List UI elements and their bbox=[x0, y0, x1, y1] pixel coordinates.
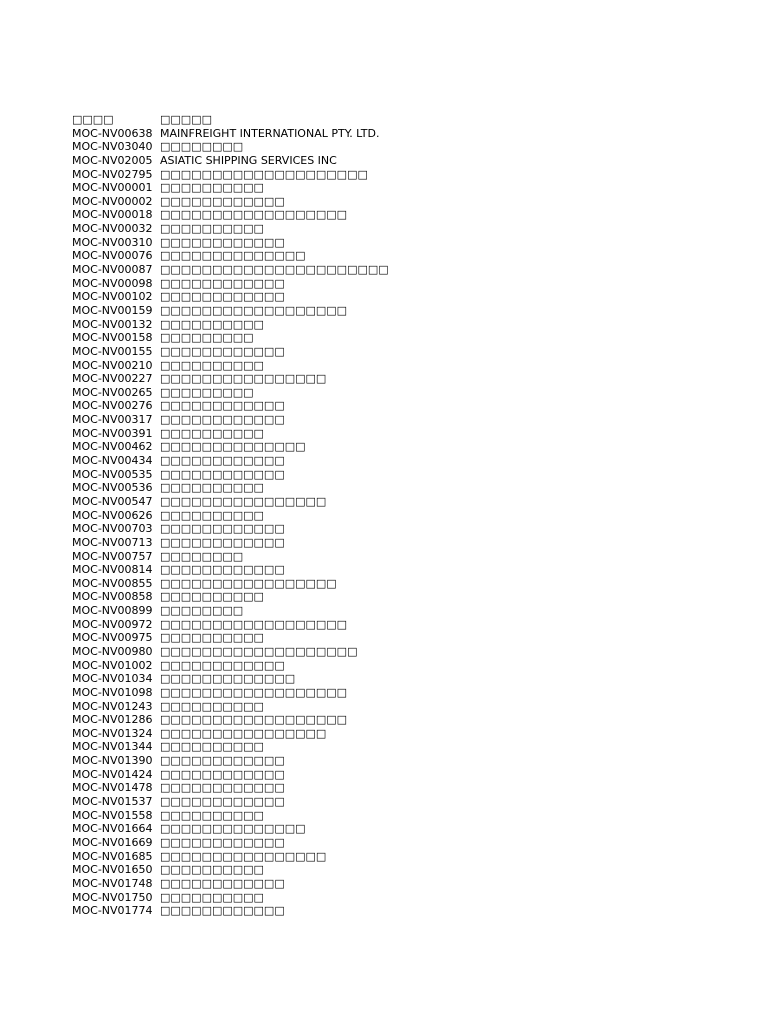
record-name: □□□□□□□□□□□□□□□□□□ bbox=[160, 685, 348, 699]
record-name: □□□□□□□□□□□□□ bbox=[160, 672, 296, 686]
record-code: MOC-NV00975 bbox=[72, 631, 153, 645]
record-name: □□□□□□□□□□ bbox=[160, 631, 264, 645]
record-name: □□□□□□□□□□□□ bbox=[160, 522, 285, 536]
record-name: □□□□□□□□□□□□□□□□ bbox=[160, 849, 327, 863]
record-name: □□□□□□□□□□□□ bbox=[160, 835, 285, 849]
record-row bbox=[72, 822, 389, 836]
record-row bbox=[72, 236, 389, 250]
record-row bbox=[72, 208, 389, 222]
record-name: □□□□□□□□□□□□□□□□□□ bbox=[160, 617, 348, 631]
record-name: □□□□□□□□□□□□ bbox=[160, 413, 285, 427]
record-row bbox=[72, 468, 389, 482]
record-code: MOC-NV00155 bbox=[72, 344, 153, 358]
record-code: MOC-NV00757 bbox=[72, 549, 153, 563]
record-code: MOC-NV00462 bbox=[72, 440, 153, 454]
record-code: MOC-NV00276 bbox=[72, 399, 153, 413]
document-listing bbox=[72, 113, 389, 918]
record-row bbox=[72, 277, 389, 291]
record-row bbox=[72, 836, 389, 850]
record-row bbox=[72, 413, 389, 427]
record-code: MOC-NV00002 bbox=[72, 194, 153, 208]
record-row bbox=[72, 904, 389, 918]
record-name: □□□□□□□□□□ bbox=[160, 740, 264, 754]
record-code: MOC-NV00159 bbox=[72, 303, 153, 317]
record-row bbox=[72, 386, 389, 400]
record-code: MOC-NV00814 bbox=[72, 563, 153, 577]
record-name: □□□□□□□□□□□□ bbox=[160, 235, 285, 249]
record-code: MOC-NV01750 bbox=[72, 890, 153, 904]
record-row bbox=[72, 645, 389, 659]
record-code: MOC-NV00132 bbox=[72, 317, 153, 331]
record-row bbox=[72, 263, 389, 277]
record-row bbox=[72, 809, 389, 823]
record-row bbox=[72, 290, 389, 304]
record-code: MOC-NV00098 bbox=[72, 276, 153, 290]
record-name: □□□□□□□□□□□□ bbox=[160, 194, 285, 208]
record-row bbox=[72, 754, 389, 768]
record-code: MOC-NV01390 bbox=[72, 754, 153, 768]
record-row bbox=[72, 154, 389, 168]
record-row bbox=[72, 399, 389, 413]
record-name: □□□□□□□□□□□□□□□□□□□□□□ bbox=[160, 263, 389, 277]
record-name: □□□□□□□□□□□□□□□□ bbox=[160, 726, 327, 740]
record-code: MOC-NV01650 bbox=[72, 863, 153, 877]
record-name: □□□□□□□□□□□□□□□□□□ bbox=[160, 713, 348, 727]
record-name: □□□□□□□□□□□□□□□□ bbox=[160, 372, 327, 386]
record-row bbox=[72, 577, 389, 591]
record-code: MOC-NV00032 bbox=[72, 222, 153, 236]
record-row bbox=[72, 659, 389, 673]
record-row bbox=[72, 359, 389, 373]
record-name: □□□□□□□□□□□□□□□□□□ bbox=[160, 303, 348, 317]
record-row bbox=[72, 863, 389, 877]
record-code: MOC-NV01685 bbox=[72, 849, 153, 863]
record-code: MOC-NV00227 bbox=[72, 372, 153, 386]
record-row bbox=[72, 550, 389, 564]
record-name: □□□□□□□□□□□□□□ bbox=[160, 440, 306, 454]
record-row bbox=[72, 604, 389, 618]
record-code: MOC-NV00980 bbox=[72, 644, 153, 658]
record-row bbox=[72, 454, 389, 468]
record-code: MOC-NV01748 bbox=[72, 876, 153, 890]
record-name: □□□□□□□□□□□□ bbox=[160, 563, 285, 577]
record-code: MOC-NV00638 bbox=[72, 126, 153, 140]
record-row bbox=[72, 331, 389, 345]
record-code: MOC-NV00547 bbox=[72, 494, 153, 508]
record-code: MOC-NV01664 bbox=[72, 822, 153, 836]
record-name: □□□□□□□□□□□□□□ bbox=[160, 249, 306, 263]
record-code: MOC-NV00265 bbox=[72, 385, 153, 399]
record-name: □□□□□□□□□□ bbox=[160, 222, 264, 236]
record-name: □□□□□□□□□□□□□□ bbox=[160, 822, 306, 836]
record-name: □□□□□□□□□□□□ bbox=[160, 904, 285, 918]
record-row bbox=[72, 618, 389, 632]
record-code: MOC-NV00855 bbox=[72, 576, 153, 590]
record-name: □□□□□□□□□□□□ bbox=[160, 876, 285, 890]
record-row bbox=[72, 249, 389, 263]
record-name: □□□□□□□□□□ bbox=[160, 699, 264, 713]
record-code: MOC-NV01324 bbox=[72, 726, 153, 740]
record-name: □□□□□□□□□□□□ bbox=[160, 454, 285, 468]
record-name: MAINFREIGHT INTERNATIONAL PTY. LTD. bbox=[160, 126, 380, 140]
record-row bbox=[72, 631, 389, 645]
record-code: MOC-NV00317 bbox=[72, 413, 153, 427]
record-name: □□□□□□□□□□ bbox=[160, 508, 264, 522]
record-code: MOC-NV00535 bbox=[72, 467, 153, 481]
record-code: MOC-NV01478 bbox=[72, 781, 153, 795]
record-name: □□□□□□□□□□□□ bbox=[160, 781, 285, 795]
record-name: □□□□□□□□ bbox=[160, 549, 244, 563]
record-name: □□□□□□□□□□□□□□□□□□□ bbox=[160, 644, 358, 658]
record-code: MOC-NV00310 bbox=[72, 235, 153, 249]
record-code: MOC-NV01774 bbox=[72, 904, 153, 918]
record-row bbox=[72, 672, 389, 686]
record-code: MOC-NV00001 bbox=[72, 181, 153, 195]
record-name: □□□□□□□□□□□□□□□□□□ bbox=[160, 208, 348, 222]
record-name: □□□□□□□□□ bbox=[160, 385, 254, 399]
record-name: □□□□□□□□□□ bbox=[160, 181, 264, 195]
record-code: MOC-NV00102 bbox=[72, 290, 153, 304]
record-list bbox=[72, 127, 389, 918]
record-code: MOC-NV00076 bbox=[72, 249, 153, 263]
record-code: MOC-NV01098 bbox=[72, 685, 153, 699]
record-name: □□□□□□□□□□ bbox=[160, 358, 264, 372]
record-code: MOC-NV01243 bbox=[72, 699, 153, 713]
record-name: □□□□□□□□ bbox=[160, 604, 244, 618]
record-code: MOC-NV00158 bbox=[72, 331, 153, 345]
record-row bbox=[72, 781, 389, 795]
record-name: □□□□□□□□□□ bbox=[160, 890, 264, 904]
record-code: MOC-NV01002 bbox=[72, 658, 153, 672]
record-row bbox=[72, 713, 389, 727]
record-row bbox=[72, 127, 389, 141]
record-row bbox=[72, 495, 389, 509]
record-row bbox=[72, 195, 389, 209]
record-code: MOC-NV00536 bbox=[72, 481, 153, 495]
record-code: MOC-NV00972 bbox=[72, 617, 153, 631]
record-code: MOC-NV00087 bbox=[72, 263, 153, 277]
record-code: MOC-NV02005 bbox=[72, 153, 153, 167]
record-row bbox=[72, 590, 389, 604]
code-column-header: □□□□ bbox=[72, 113, 114, 126]
record-row bbox=[72, 850, 389, 864]
record-name: □□□□□□□□□ bbox=[160, 331, 254, 345]
record-name: □□□□□□□□□□□□ bbox=[160, 399, 285, 413]
record-code: MOC-NV01537 bbox=[72, 795, 153, 809]
record-row bbox=[72, 795, 389, 809]
record-code: MOC-NV01424 bbox=[72, 767, 153, 781]
record-row bbox=[72, 372, 389, 386]
record-row bbox=[72, 536, 389, 550]
record-row bbox=[72, 181, 389, 195]
record-row bbox=[72, 877, 389, 891]
record-code: MOC-NV01344 bbox=[72, 740, 153, 754]
record-name: □□□□□□□□ bbox=[160, 140, 244, 154]
record-name: □□□□□□□□□□ bbox=[160, 317, 264, 331]
record-row bbox=[72, 318, 389, 332]
record-code: MOC-NV02795 bbox=[72, 167, 153, 181]
record-row bbox=[72, 481, 389, 495]
record-row bbox=[72, 563, 389, 577]
record-name: □□□□□□□□□□□□ bbox=[160, 658, 285, 672]
record-row bbox=[72, 509, 389, 523]
record-name: □□□□□□□□□□ bbox=[160, 481, 264, 495]
record-name: □□□□□□□□□□□□□□□□ bbox=[160, 494, 327, 508]
record-name: □□□□□□□□□□□□ bbox=[160, 467, 285, 481]
record-code: MOC-NV00434 bbox=[72, 454, 153, 468]
record-name: □□□□□□□□□□□□ bbox=[160, 754, 285, 768]
header-row bbox=[72, 113, 389, 127]
record-row bbox=[72, 522, 389, 536]
record-code: MOC-NV00899 bbox=[72, 604, 153, 618]
record-code: MOC-NV00210 bbox=[72, 358, 153, 372]
record-row bbox=[72, 740, 389, 754]
record-row bbox=[72, 727, 389, 741]
record-name: □□□□□□□□□□□□ bbox=[160, 767, 285, 781]
record-code: MOC-NV00626 bbox=[72, 508, 153, 522]
record-row bbox=[72, 304, 389, 318]
record-row bbox=[72, 140, 389, 154]
record-name: □□□□□□□□□□□□ bbox=[160, 276, 285, 290]
record-row bbox=[72, 168, 389, 182]
record-code: MOC-NV03040 bbox=[72, 140, 153, 154]
record-name: □□□□□□□□□□□□ bbox=[160, 290, 285, 304]
record-name: □□□□□□□□□□ bbox=[160, 426, 264, 440]
record-name: ASIATIC SHIPPING SERVICES INC bbox=[160, 153, 337, 167]
record-row bbox=[72, 700, 389, 714]
record-code: MOC-NV01558 bbox=[72, 808, 153, 822]
record-code: MOC-NV00391 bbox=[72, 426, 153, 440]
record-name: □□□□□□□□□□□□ bbox=[160, 795, 285, 809]
record-row bbox=[72, 440, 389, 454]
record-name: □□□□□□□□□□ bbox=[160, 863, 264, 877]
record-code: MOC-NV00018 bbox=[72, 208, 153, 222]
record-row bbox=[72, 891, 389, 905]
record-row bbox=[72, 768, 389, 782]
record-code: MOC-NV00858 bbox=[72, 590, 153, 604]
record-code: MOC-NV01034 bbox=[72, 672, 153, 686]
record-name: □□□□□□□□□□□□□□□□□ bbox=[160, 576, 337, 590]
record-name: □□□□□□□□□□□□ bbox=[160, 344, 285, 358]
record-row bbox=[72, 222, 389, 236]
name-column-header: □□□□□ bbox=[160, 113, 212, 126]
record-name: □□□□□□□□□□□□ bbox=[160, 535, 285, 549]
record-code: MOC-NV01669 bbox=[72, 835, 153, 849]
record-name: □□□□□□□□□□ bbox=[160, 590, 264, 604]
record-code: MOC-NV00713 bbox=[72, 535, 153, 549]
record-row bbox=[72, 427, 389, 441]
record-row bbox=[72, 345, 389, 359]
record-code: MOC-NV00703 bbox=[72, 522, 153, 536]
record-row bbox=[72, 686, 389, 700]
record-name: □□□□□□□□□□□□□□□□□□□□ bbox=[160, 167, 368, 181]
record-name: □□□□□□□□□□ bbox=[160, 808, 264, 822]
record-code: MOC-NV01286 bbox=[72, 713, 153, 727]
